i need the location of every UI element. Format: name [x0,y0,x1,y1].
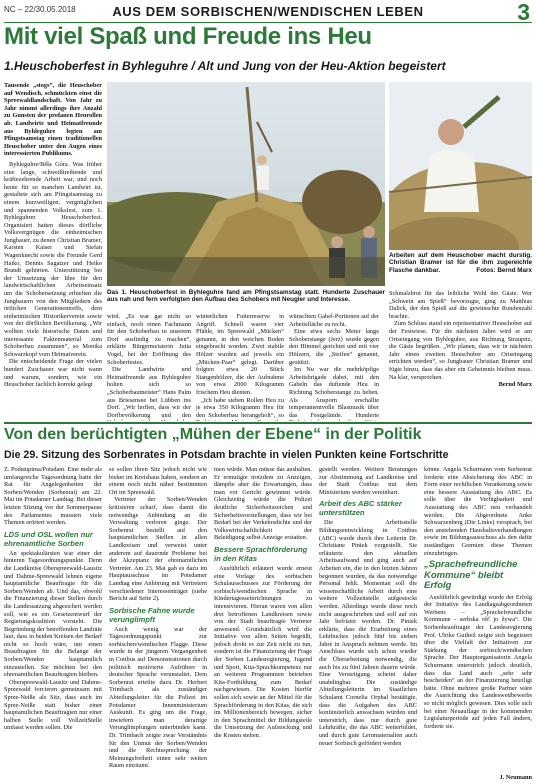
main-photo [107,82,385,286]
article2-paragraph: Oberspreewald-Lausitz und Dahme-Spreewald forcieren gemeinsam mit Spree-Neiße als Sitz, dass auch im Spree-Neiße statt bisher einer hauptamtlichen Beauftragten nur einer halben Stelle voll VollzeitStelle umfasst werden sollen. Die [4,678,102,732]
article1-paragraph: wird. „Es war gar nicht so einfach, noch einen Fachmann für den Schoberbau in unserem Dorf ausfindig zu machen“, erklärte Bürgermeisterin Jutta Vogel, bei der Eröffnung des Schoberfestes. [107,313,191,366]
article2-paragraph: gestellt werden. Weitere Beratungen zur Abstimmung auf Landkreise und der Stadt Cottbus mit dem Ministerium werden vereinbart. [319,466,417,496]
article-headline: Mit viel Spaß und Freude ins Heu [4,23,372,50]
article2-paragraph: Z. Podstupima/Potsdam. Eine mehr als umfangreiche Tagesordnung hatte der Rat für Angelegenheiten der Sorben/Wenden (Sorbenrat) am 22. Mai im Potsdamer Landtag. Bei dieser letzten Sitzung vor der Sommerpause des Parlamentes mussten viele Themen erörtert werden. [4,466,102,527]
article1-paragraph: winterlichen Futterreserve in Angriff. Schnell waren vier Pfähle, im Spreewald „Mücken“ genannt, in den weichen Boden eingebracht worden. Zwei stabile Hölzer wurden auf jeweils ein „Mücken-Paar“ gelegt. Darüber folgten etwa 20 Stück Stangenhölzer, die der Aufnahme von etwa 2000 Kilogramm frischem Heu dienten. [196,313,284,396]
article2-paragraph: Vertreter der Sorben/Wenden kritisieren scharf, dass damit die notwendige Anbindung an die Verwaltung verloren ginge. Der Sorbenrat bestellt auf den hauptamtlichen Stellen in allen Landkreisen und verweist unter anderem auf dauernde Probleme bei der Akzeptanz der ehrenamtlichen Vertreter. Am 23. Mai gab es dazu im Hauptausschuss im Potsdamer Landtag eine Anhörung mit Vertretern verschiedener Interessenträger (siehe Bericht auf Seite 2). [109,496,207,603]
article1-paragraph: Schmalzbrot für das leibliche Wohl der Gäste. Wer „Schwein am Spieß“ bevorzugte, ging zu Matthias Dalick, der den Spieß auf die gewünschte Rundenzahl brachte. [389,290,532,320]
article1-paragraph: Im Nu war die mehrköpfige Arbeitsbrigade dabei, mit den Gabeln das duftende Heu in Richtung Schoberstange zu heben. Als Ansporn erschallte temperamentvolle Blasmusik über das Festgelände. Hunderte [289,366,379,419]
article2-column-3 [214,466,312,774]
article2-paragraph: Die Arbeitsstelle Bildungsentwicklung in Cottbus (ABC) wurde durch ihre Leiterin Dr. Christiane Piniek vorgestellt. Sie erläuterte den aktuellen Arbeitsaufwand und ging auch auf Arbeiten ein, die in den letzten Jahren begonnen wurden, da das notwendige Personal fehlt. Momentan soll die wissenschaftliche Arbeit durch eine weitere Vollzeitstelle aufgestockt werden. Allerdings wurde diese noch nicht ausgeschrieben und soll auf ein Jahr befristet werden. Dr. Piniek erklärte, dass die Erarbeitung eines Lehrbuches jedoch fünf bis sieben Jahre in Anspruch nehmen werde. Im Anschluss wurde sich schon wieder die Überarbeitung notwendig, die auch bis zu fünf Jahren dauern würde. Eine Verstetigung scheint daher unabdingbar. Die zuständige Abteilungsleiterin im Staatlichen Schulamt Cornelia Orphal bestätigte, dass die Aufgaben des ABC kontinuierlich anwachsen würden und unterstrich, dass nur durch gute Lehrkräfte, die das ABC weiterbildet, und durch gute Lernmaterialien auch neuer Sorbisch gefördert werden [319,519,417,747]
article2-paragraph: Ausführlich erläutert wurde erneut eine Vorlage des sorbischen Schulausschusses zur Förderung der sorbisch/wendischen Sprache in Kindertagesseinrichtungen zu intensivieren. Hieran waren von allen drei betroffenen Landkreisen sowie von der Stadt beauftragte Vertreter anwesend. Grundsätzlich wird die Initiative von allen Seiten begrüßt, jedoch droht es zur Zeit nicht zu tun, sondern ist die Finanzierung der Frage der Sorben Landesregierung, Jugend und Sport, Kita-Sprachkompetenz nur an weiteren Programmen betrieben Kita-Fortbildung zum Bedarf nachgewiesen. Die Kosten hierfür sollen sich sowie an der Mittel für die Sprachförderung in den Kitas, die sich im Millionenbereich bewegen, sicher in den Sprachmittel der Bildungsteile die Umsetzung der Aufstockung und die Kosten stehen. [214,564,312,739]
photo-credit: Fotos: Bernd Marx [476,266,532,274]
article1-paragraph: Zum Schluss stand ein repräsentativer Heuschober auf der Festwiese. Für die nächsten Jahre wird er am Ortseingang von Byhleguhre, aus Richtung Straupitz, die Gäste begrüßen. „Wir planen, dass wir in nächsten Jahr einen zweiten Heuschober am Ortseingang errichten werden“, so Jungbauer Christian Bramer und fügte hinzu, dass das aber ein Geheimnis bleiben muss. Na klar, versprochen. [389,320,532,381]
article1-column-1 [4,82,102,422]
article2-author: J. Neumann [499,774,532,781]
article2-subheading: Sorbische Fahne wurde verunglimpft [109,605,195,624]
article2-paragraph: Ausführlich gewürdigt wurde der Erfolg der Initiative des Landtagsabgeordneten Werbens – „Sprachefreundliche Kommune - serbska rěč jo žywa“. Die Sorbenbeauftragte der Landesregierung Prof. Ulrike Gutheil zeigte sich begeistert über die Vielfalt der Initiativen zur Stärkung der sorbisch/wendischen Sprache. Der Hauptorganisatorin Angela Schurmann unterstrich jedoch deutlich, dass das Land auch „sehr sehr bescheiden“ an der Finanzierung beteiligt hätte. Ohne mehrere große Partner wäre die Ausrichtung des Landeswettbewerbs so nicht möglich gewesen. Dies solle sich bei einer Neuauflage in der kommenden Legislaturperiode auf jeden Fall ändern, forderte sie. [424,593,532,730]
side-photo-caption [389,252,532,288]
article-subheadline: 1.Heuschoberfest in Byhleguhre / Alt und Jung von der Heu-Aktion begeistert [4,59,446,73]
article2-paragraph: An spektakulärsten war einer der hinteren Tagesordnungspunkte. Denn die Landkreise Oberspreewald-Lausitz und Dahme-Spreewald lehnen eigene hauptamtliche Beauftragte für die Sorben/Wenden ab. Und das, obwohl die Finanzierung dieser Stellen durch die Landessatzung abgesichert werden soll, wie es ein Gesetzentwurf der Regierungskoalition vorsieht. Die Begründung der betreffenden Landräte laut, dass in beiden Kreisen der Bedarf nicht so hoch wäre, um einen Beauftragten für die Belange der Sorben/Wenden hauptamtlich einzustellen. Sie möchten bei den ehrenamtlichen Beauftragten bleiben. [4,549,102,679]
article2-headline: Von den berüchtigten „Mühen der Ebene“ in der Politik [4,426,422,443]
article1-paragraph: Byhleguhre/Běła Góra. Was früher eine lange, schweißtreibende und kräftezehrende Arbeit war, und noch heute für so manchen Landwirt ist, gestaltete sich am Pfingstsamstag zu einem kurzweiligen, vergnüglichen und spannenden Volksfest, zum 1. Byhleguhrer Heuschoberfest. Organisiert hatten dieses dörfliche Volksvergnügen die einheimischen Jungbauer, zu denen Christian Bramer, Karsten Kaiser und Stefan Wagenknecht sowie die Freunde Gerd Haiko, Dennis Sagatzer und Heiko Brandt gehörten. Unterstützung bei der Umsetzung der Idee für den landwirtschaftlichen Arbeitseinsatz um die Schobersetzung erhielten die Jungbauern von den Mitgliedern des örtlichen Generationentreffs, dem einheimischen Historikerverein sowie von der dörflichen Bevölkerung. „Wir wollten viele historische Daten und interessante Faktenmaterial zum Schoberbau zusammen“, so Monika Schwarzkopf vom Heimatverein. [4,160,102,358]
article2-paragraph: Auch wenig war der Tagesordnungspunkt zur sorbischen/wendischen Flagge. Diese wurde in der jüngeren Vergangenheit in Cottbus auf Demonstrationen durch politisch motivierte Aufrührer in deutscher Sprache verunstaltet. Dem Sorbenrat erteilte dazu Dr. Herbert Trimbach als zuständiger Abteilungsleiter für die Polizei im Potsdamer Innenministerium Auskunft. Es ging um die Frage, inwiefern man derartige Verunglimpfungen unterbinden kann. Dr. Trimbach zeigte zwar Verständnis für den Unmut der Sorben/Wenden und die Rechtssprechung der Meinungsfreiheit einen sehr weiten Raum einräumt. [109,625,207,770]
article1-author: Bernd Marx [498,381,532,389]
article2-subheading: „Sprachefreundliche Kommune“ bleibt Erfolg [424,559,518,592]
article2-column-2 [109,466,207,774]
side-photo-caption-text: Arbeiten auf dem Heuschober macht durstig. Christian Bramer ist für die ihm zugereichte Flasche dankbar. [389,252,532,274]
article2-column-4 [319,466,417,774]
article1-paragraph: Eine etwa sechs Meter lange Schoberstange (Jerz) wurde gegen den Himmel gerichtet und mit vier Hölzern, die „Steifen“ genannt, gestützt. [289,328,379,366]
article2-subheadline: Die 29. Sitzung des Sorbenrates in Potsdam brachte in vielen Punkten keine Fortschritte [4,449,449,461]
page-header [4,2,532,23]
article1-column-2 [107,313,191,421]
side-photo [389,82,532,250]
article2-subheading: LDS und OSL wollen nur ehrenamtliche Sorben [4,529,93,548]
article2-column-5 [424,466,532,774]
article-divider [4,422,532,424]
article2-paragraph: men würde. Man müsse das aushalten. Er ermutigte trotzdem zu Anzeigen, dämpfte aber die Erwartungen, dass man vor Gericht gewinnen würde. Gleichzeitig würde die Polizei deutliche Sicherheitszeichen und Sicherheitsvorstellungen, dass wir bei Bedarf bei der Verkehrsdichte und der Volkswirtschaftlichkeit der Beleidigung selbst Anzeige erstatten. [214,466,312,542]
article1-paragraph: Die entscheidende Frage der vielen hundert Zuschauer war nicht wann und warum, sondern, wie ein Heuschober fachlich korrekt gelegt [4,358,102,389]
main-photo-caption: Das 1. Heuschoberfest in Byhleguhre fand am Pfingstsamstag statt. Hunderte Zuschauer aus nah und fern verfolgten den Aufbau des Schobers mit Neugier und Interesse. [107,289,385,304]
article1-column-3 [196,313,284,421]
article2-subheading: Bessere Sprachförderung in den Kitas [214,544,308,563]
article1-paragraph: „Ich habe sieben Rollen Heu zu je etwa 350 Kilogramm Heu für den Schoberbau herangeholt“, so [196,396,284,419]
article-lead: Tausende „stogs“, die Heuschober auf Wendisch, schmückten einst die Spreewaldlandschaft. Von Jahr zu Jahr nimmt allerdings ihre Anzahl zu Gunsten der profanen Heurollen ab. Landwirte und Heimatfreunde aus Byhleguhre legten am Pfingstsamstag einen traditionellen Heuschober unter den Augen eines interessierten Publikums. [4,82,102,158]
article2-paragraph: könne. Angela Schurmann vom Sorbenrat forderte eine Absicherung des ABC in Form einer rechtlichen Verankerung sowie eine bessere Ausstattung des ABC. Es solle über die Verfügbarkeit und Ausstattung des ABC neu verhandelt werden. Die Abgeordnete Anke Schwarzenberg (Die Linke) versprach, bei den anstehenden Haushaltsverhandlungen sowie im Bildungsausschuss als den dafür zuständigen Gremien diese Themen einzubringen. [424,466,532,557]
article1-column-5 [389,290,532,421]
article1-column-4 [289,313,379,421]
section-title: AUS DEM SORBISCHEN/WENDISCHEN LEBEN [112,4,424,19]
article2-paragraph: se sollen ihren Sitz jedoch nicht wie bisher im Kreishaus haben, sondern an einem noch nicht näher bestimmten Ort im Spreewald. [109,466,207,496]
article1-paragraph: wünschten Gabel-Portionen auf der Arbeitsfläche zu recht. [289,313,379,328]
article1-paragraph: Die Landwirte und Heimatfreunde aus Byhleguhre holten sich so „Schoberbaumeister“ Hans Palm aus Briesensee bei Lübben ins Dorf. „Wir hoffen, dass wir der Dorfbevölkerung und den [107,366,191,419]
issue-label: NC – 22/30.05.2018 [4,5,76,14]
page-number: 3 [517,0,530,25]
article2-subheading: Arbeit des ABC stärker unterstützen [319,499,402,518]
article2-column-1 [4,466,102,774]
